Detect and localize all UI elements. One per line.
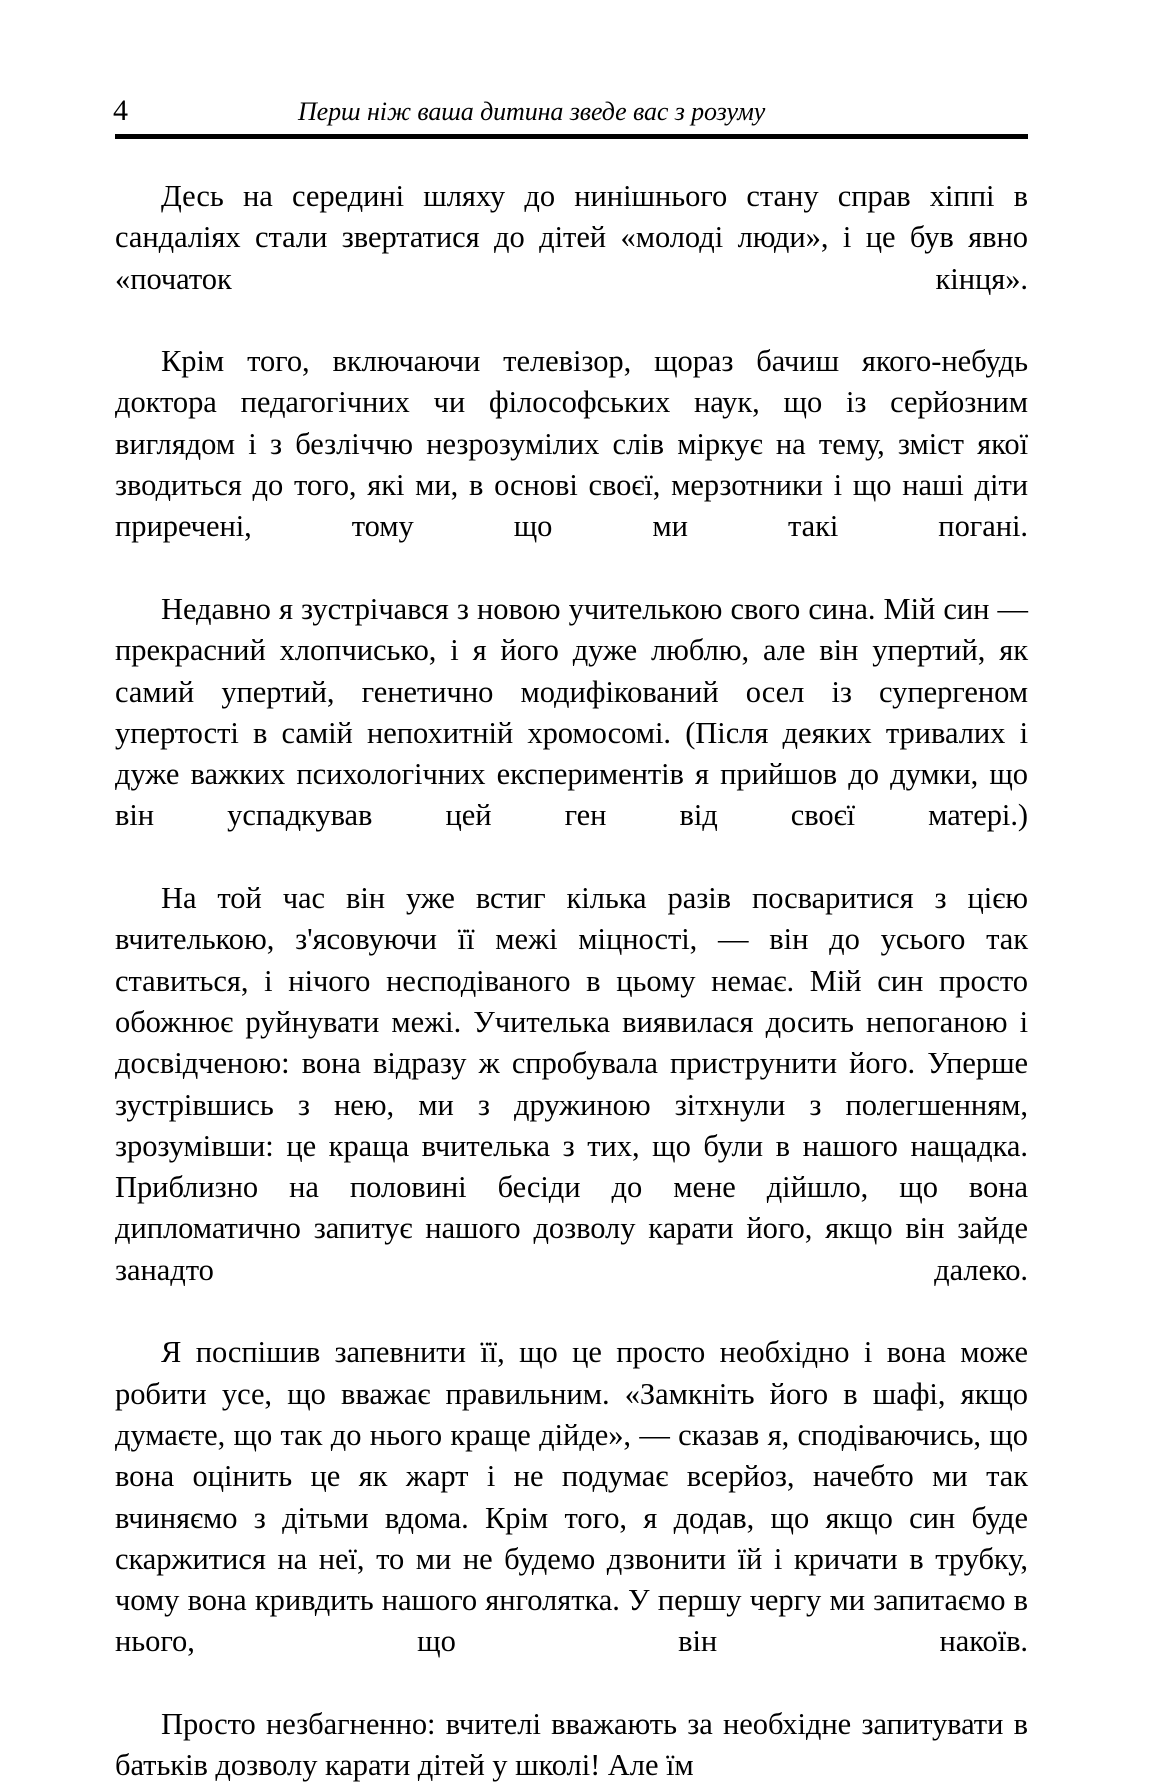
paragraph: Десь на середині шляху до нинішнього стану справ хіппі в сандаліях стали звертатися до дітей «молоді люди», і це був явно «початок кінця». bbox=[115, 179, 1028, 296]
page-number: 4 bbox=[113, 94, 128, 127]
paragraph: Крім того, включаючи телевізор, щораз бачиш якого-небудь доктора педагогічних чи філософських наук, що із серйозним виглядом і з безліччю незрозумілих слів міркує на тему, зміст якої зводиться до того, які ми, в основі своєї, мерзотники і що наші діти приречені, тому що ми такі погані. bbox=[115, 344, 1028, 544]
body-text-block bbox=[115, 176, 1028, 1787]
header-rule bbox=[115, 134, 1028, 139]
running-head bbox=[113, 92, 1029, 136]
paragraph: Недавно я зустрічався з новою учителькою свого сина. Мій син — прекрасний хлопчисько, і я його дуже люблю, але він упертий, як самий упертий, генетично модифікований осел із супергеном упертості в самій непохитній хромосомі. (Після деяких тривалих і дуже важких психологічних експериментів я прийшов до думки, що він успадкував цей ген від своєї матері.) bbox=[115, 591, 1028, 833]
paragraph: Я поспішив запевнити її, що це просто необхідно і вона може робити усе, що вважає правильним. «Замкніть його в шафі, якщо думаєте, що так до нього краще дійде», — сказав я, сподіваючись, що вона оцінить це як жарт і не подумає всерйоз, начебто ми так вчиняємо з дітьми вдома. Крім того, я додав, що якщо син буде скаржитися на неї, то ми не будемо дзвонити їй і кричати в трубку, чому вона кривдить нашого янголятка. У першу чергу ми запитаємо в нього, що він накоїв. bbox=[115, 1335, 1028, 1659]
paragraph: Просто незбагненно: вчителі вважають за необхідне запитувати в батьків дозволу карати дітей у школі! Але їм bbox=[115, 1706, 1028, 1783]
paragraph: На той час він уже встиг кілька разів посваритися з цією вчителькою, з'ясовуючи її межі міцності, — він до усього так ставиться, і нічого несподіваного в цьому немає. Мій син просто обожнює руйнувати межі. Учителька виявилася досить непоганою і досвідченою: вона відразу ж спробувала приструнити його. Уперше зустрівшись з нею, ми з дружиною зітхнули з полегшенням, зрозумівши: це краща вчителька з тих, що були в нашого нащадка. Приблизно на половині бесіди до мене дійшло, що вона дипломатично запитує нашого дозволу карати його, якщо він зайде занадто далеко. bbox=[115, 881, 1028, 1287]
running-title: Перш ніж ваша дитина зведе вас з розуму bbox=[298, 97, 766, 126]
